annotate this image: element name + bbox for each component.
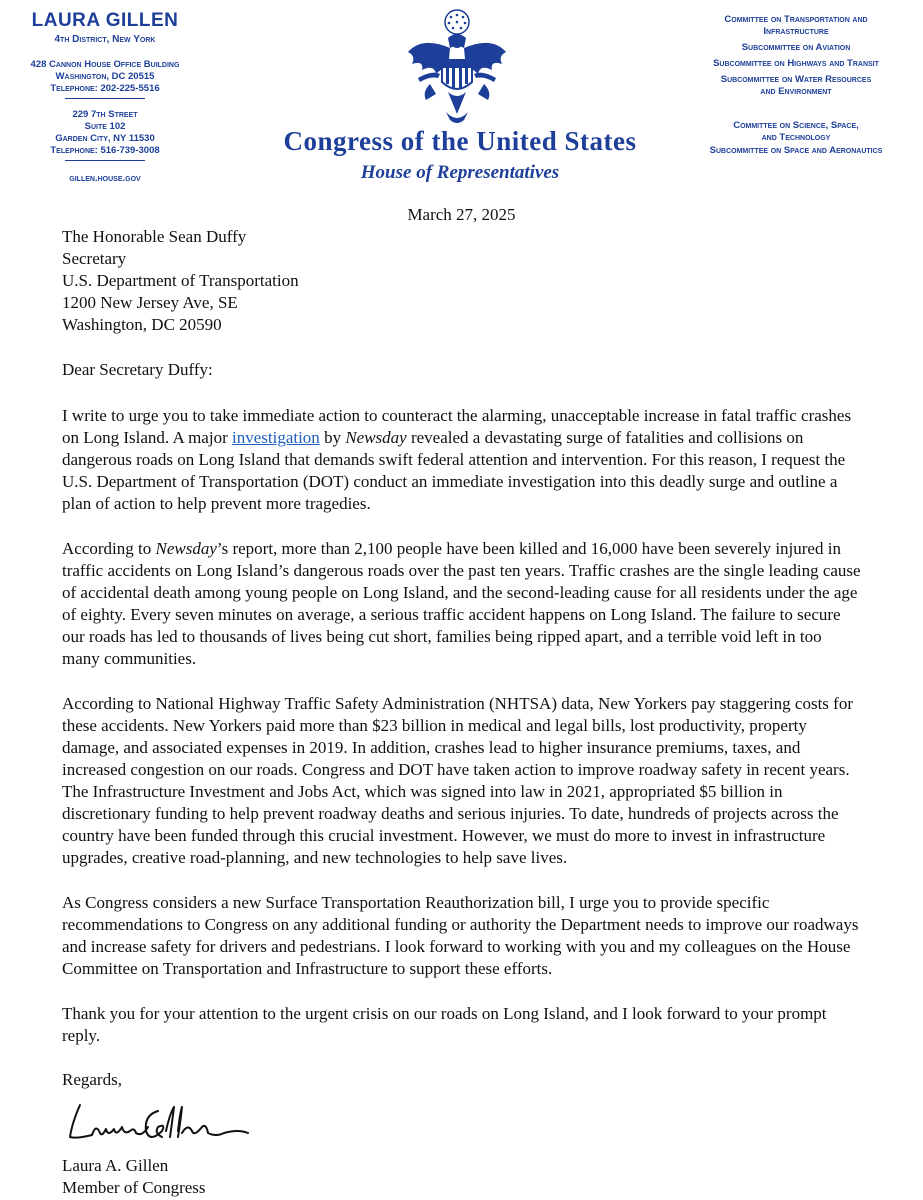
subcommittee-highways: Subcommittee on Highways and Transit (713, 58, 879, 69)
paragraph-4: As Congress considers a new Surface Transportation Reauthorization bill, I urge you to provide specific recommendations to Congress on any additional funding or authority the Department needs to improve our roadways and increase safety for drivers and pedestrians. I look forward to working with you and my colleagues on the House Committee on Transportation and Infrastructure to support these efforts. (62, 893, 859, 978)
committee-science: Committee on Science, Space, and Technology (733, 120, 859, 143)
recipient-address: The Honorable Sean Duffy Secretary U.S. Department of Transportation 1200 New Jersey Ave, SE Washington, DC 20590 (62, 227, 299, 334)
paragraph-2: According to Newsday’s report, more than 2,100 people have been killed and 16,000 have been severely injured in traffic accidents on Long Island’s dangerous roads over the past ten years. Traffic crashes are the single leading cause of accidental death among young people on Long Island, and the second-leading cause for all residents under the age of eighty. Every seven minutes on average, a serious traffic accident happens on Long Island. The failure to secure our roads has led to thousands of lives being cut short, families being ripped apart, and a terrible void left in too many communities. (62, 539, 861, 668)
website: gillen.house.gov (69, 173, 141, 184)
district-office-address: 229 7th Street Suite 102 Garden City, NY 11530 Telephone: 516-739-3008 (50, 109, 160, 156)
divider (65, 160, 145, 161)
subcommittee-water: Subcommittee on Water Resources and Environment (720, 74, 872, 97)
letterhead (0, 0, 923, 205)
paragraph-1: I write to urge you to take immediate action to counteract the alarming, unacceptable increase in fatal traffic crashes on Long Island. A major investigation by Newsday revealed a devastating surge of fatalities and collisions on dangerous roads on Long Island that demands swift federal attention and intervention. For this reason, I request the U.S. Department of Transportation (DOT) conduct an immediate investigation into this deadly surge and outline a plan of action to help prevent more tragedies. (62, 406, 852, 513)
divider (65, 98, 145, 99)
investigation-link[interactable]: investigation (231, 428, 320, 447)
member-district: 4th District, New York (54, 34, 156, 45)
great-seal-icon (402, 8, 512, 126)
signer-block (62, 1155, 862, 1199)
salutation: Dear Secretary Duffy: (62, 360, 213, 379)
committee-block (680, 14, 912, 157)
closing: Regards, (62, 1070, 122, 1089)
paragraph-5: Thank you for your attention to the urgent crisis on our roads on Long Island, and I look forward to your prompt reply. (62, 1004, 827, 1045)
dc-office-address: 428 Cannon House Office Building Washington, DC 20515 Telephone: 202-225-5516 (30, 59, 180, 94)
member-name: LAURA GILLEN (31, 10, 179, 31)
subcommittee-space: Subcommittee on Space and Aeronautics (709, 145, 883, 156)
letter-body (62, 226, 862, 1199)
congress-title: Congress of the United States (283, 126, 637, 156)
member-contact-block (10, 10, 200, 184)
subcommittee-aviation: Subcommittee on Aviation (741, 42, 851, 53)
letter-date: March 27, 2025 (407, 205, 516, 224)
signer-name: Laura A. Gillen (62, 1156, 169, 1175)
signature-scribble (62, 1093, 262, 1153)
committee-transportation: Committee on Transportation and Infrastructure (724, 14, 868, 37)
paragraph-3: According to National Highway Traffic Safety Administration (NHTSA) data, New Yorkers pay staggering costs for these accidents. New Yorkers paid more than $23 billion in medical and legal bills, lost productivity, property damage, and associated expenses in 2019. In addition, crashes lead to higher insurance premiums, taxes, and increased congestion on our roads. Congress and DOT have taken action to improve roadway safety in recent years. The Infrastructure Investment and Jobs Act, which was signed into law in 2021, appropriated $5 billion in discretionary funding to help prevent roadway deaths and serious injuries. To date, hundreds of projects across the country have been funded through this crucial investment. However, we must do more to invest in infrastructure upgrades, creative road-planning, and new technologies to help save lives. (62, 694, 853, 867)
house-title: House of Representatives (360, 162, 560, 183)
signature (62, 1093, 862, 1155)
signer-title: Member of Congress (62, 1178, 206, 1197)
